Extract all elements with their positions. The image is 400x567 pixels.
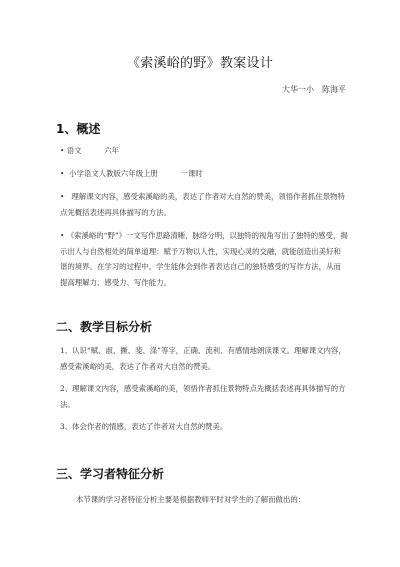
paragraph-text: 《索溪峪的“野”》一文写作思路清晰，脉络分明，以独特的视角写出了独特的感受，揭示出人与自然相处的简单道理：赋予万物以人性，实现心灵的交融，就能创造出美好和谐的境界。在学习的过程中，学生能体会到作者表达自己的独特感受的写作方法，从而提高理解力、感受力、写作能力。 xyxy=(60,231,348,287)
grade-text: 六年 xyxy=(104,146,120,155)
document-title: 《索溪峪的野》教案设计 xyxy=(126,56,274,71)
section-heading-overview: 1、概述 xyxy=(56,122,101,136)
bullet: • xyxy=(60,146,65,155)
learners-paragraph: 本节课的学习者特征分析主要是根据教师平时对学生的了解而做出的： xyxy=(76,495,306,504)
objective-item-2: 2、理解课文内容，感受索溪峪的美，领悟作者抓住景物特点先概括表述再具体描写的方法。 xyxy=(60,384,346,409)
overview-textbook-line xyxy=(60,166,348,182)
textbook-text: 小学语文人教版六年级上册 xyxy=(69,169,158,178)
section-heading-learners: 三、学习者特征分析 xyxy=(56,467,165,481)
paragraph-text: 理解课文内容，感受索溪峪的美，表达了作者对大自然的赞美，领悟作者抓住景物特点先概括表述再具体描写的方法。 xyxy=(60,192,345,217)
section-heading-objectives: 二、教学目标分析 xyxy=(56,320,153,334)
overview-paragraph-goal xyxy=(60,189,348,220)
bullet: • xyxy=(60,231,65,240)
lesson-length-text: 一课时 xyxy=(180,169,203,178)
objective-item-1: 1、认识“赋、淑、撅、斐、涤”等字，正确、流利、有感情地朗读课文。理解课文内容，感受索溪峪的美，表达了作者对大自然的赞美。 xyxy=(60,346,346,371)
overview-subject-line xyxy=(60,143,348,159)
bullet: • xyxy=(60,192,65,201)
document-author: 大华一小 陈海平 xyxy=(282,85,346,94)
bullet: • xyxy=(60,169,65,178)
subject-text: 语文 xyxy=(66,146,82,155)
objective-item-3: 3、体会作者的情感，表达了作者对大自然的赞美。 xyxy=(60,422,228,431)
overview-paragraph-summary xyxy=(60,228,348,290)
